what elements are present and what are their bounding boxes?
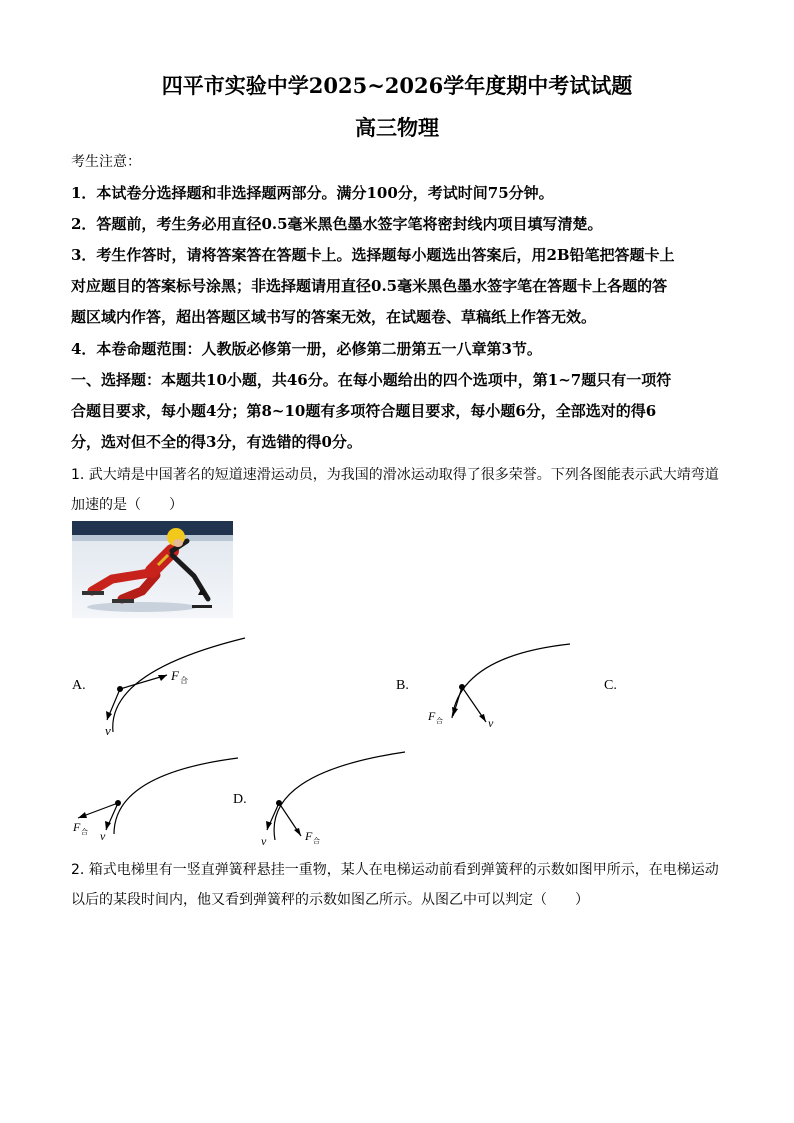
option-b-label[interactable]: B.: [396, 678, 409, 693]
note-line: 对应题目的答案标号涂黑；非选择题请用直径0.5毫米黑色墨水签字笔在答题卡上各题的答: [71, 277, 668, 295]
note-line: 题区域内作答，超出答题区域书写的答案无效，在试题卷、草稿纸上作答无效。: [71, 308, 597, 326]
force-sub: 合: [81, 828, 88, 836]
section-instruction: 合题目要求，每小题4分；第8~10题有多项符合题目要求，每小题6分，全部选对的得6: [71, 402, 657, 420]
exam-subtitle: 高三物理: [355, 115, 439, 140]
option-c-label[interactable]: C.: [604, 678, 617, 693]
option-c-diagram: [68, 752, 243, 847]
question-1-text: 加速的是（ ）: [71, 497, 183, 513]
force-label: F: [428, 709, 436, 723]
note-line: 3．考生作答时，请将答案答在答题卡上。选择题每小题选出答案后，用2B铅笔把答题卡上: [71, 246, 675, 264]
force-sub: 合: [436, 717, 443, 725]
velocity-label: v: [100, 829, 106, 843]
velocity-label: v: [488, 716, 494, 730]
force-label: F: [73, 820, 81, 834]
section-instruction: 分，选对但不全的得3分，有选错的得0分。: [71, 433, 362, 451]
note-line: 2．答题前，考生务必用直径0.5毫米黑色墨水签字笔将密封线内项目填写清楚。: [71, 215, 603, 233]
velocity-label: v: [261, 834, 267, 848]
option-d-diagram: [255, 748, 415, 850]
question-2-text: 以后的某段时间内，他又看到弹簧秤的示数如图乙所示。从图乙中可以判定（ ）: [71, 892, 589, 908]
note-line: 1．本试卷分选择题和非选择题两部分。满分100分，考试时间75分钟。: [71, 184, 554, 202]
note-line: 4．本卷命题范围：人教版必修第一册，必修第二册第五一八章第3节。: [71, 340, 542, 358]
force-label: F: [171, 668, 179, 683]
section-instruction: 一、选择题：本题共10小题，共46分。在每小题给出的四个选项中，第1~7题只有一项符: [71, 371, 672, 389]
option-a-diagram: [95, 632, 255, 742]
option-d-label[interactable]: D.: [233, 792, 247, 807]
option-b-diagram: [420, 638, 580, 733]
skater-photo: [72, 521, 233, 618]
option-a-label[interactable]: A.: [72, 678, 86, 693]
force-sub: 合: [313, 837, 320, 845]
notes-heading: 考生注意：: [71, 154, 141, 170]
question-2-text: 2. 箱式电梯里有一竖直弹簧秤悬挂一重物，某人在电梯运动前看到弹簧秤的示数如图甲所示，在电梯运动: [71, 862, 719, 878]
velocity-label: v: [105, 723, 111, 738]
question-1-text: 1. 武大靖是中国著名的短道速滑运动员，为我国的滑冰运动取得了很多荣誉。下列各图能表示武大靖弯道: [71, 467, 719, 483]
exam-title: 四平市实验中学2025~2026学年度期中考试试题: [161, 73, 633, 98]
force-label: F: [305, 829, 313, 843]
force-sub: 合: [180, 676, 188, 685]
